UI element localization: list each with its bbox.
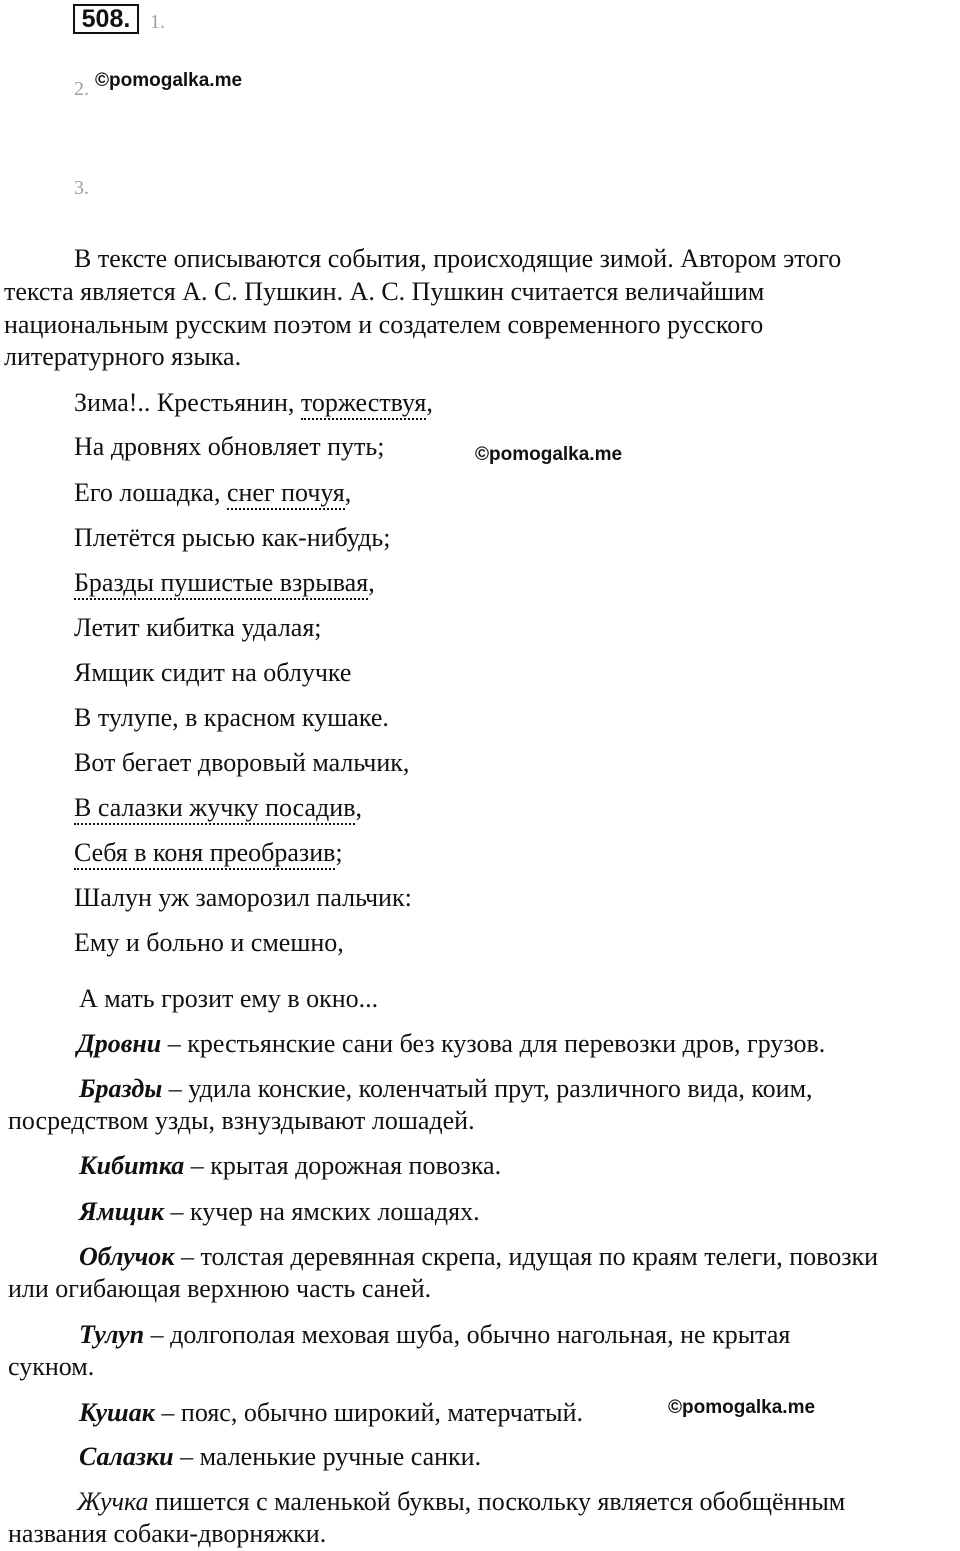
- glossary-entry-kushak: Кушак – пояс, обычно широкий, матерчатый.: [79, 1398, 583, 1427]
- underlined-phrase: Себя в коня преобразив: [74, 838, 335, 870]
- watermark: ©pomogalka.me: [668, 1397, 816, 1418]
- glossary-term: Облучок: [79, 1242, 175, 1271]
- glossary-term: Тулуп: [79, 1320, 145, 1349]
- glossary-entry-tulup-cont: сукном.: [8, 1352, 95, 1381]
- glossary-term: Ямщик: [79, 1197, 165, 1226]
- poem-line-10: В салазки жучку посадив,: [74, 792, 362, 824]
- note-line-2: названия собаки-дворняжки.: [8, 1519, 327, 1548]
- glossary-term: Кушак: [79, 1398, 155, 1427]
- intro-line-3: национальным русским поэтом и создателем современного русского: [4, 310, 764, 339]
- watermark: ©pomogalka.me: [95, 70, 243, 91]
- poem-line-1: Зима!.. Крестьянин, торжествуя,: [74, 387, 433, 419]
- note-word: Жучка: [77, 1487, 149, 1516]
- poem-line-2: На дровнях обновляет путь;: [74, 432, 385, 461]
- glossary-entry-yamshchik: Ямщик – кучер на ямских лошадях.: [79, 1197, 480, 1226]
- glossary-entry-brazdy-cont: посредством узды, взнуздывают лошадей.: [8, 1106, 475, 1135]
- glossary-entry-drovni: Дровни – крестьянские сани без кузова для перевозки дров, грузов.: [77, 1029, 826, 1058]
- exercise-number: 508.: [73, 4, 139, 34]
- poem-line-5: Бразды пушистые взрывая,: [74, 567, 375, 599]
- underlined-word: торжествуя: [301, 388, 426, 420]
- glossary-entry-brazdy: Бразды – удила конские, коленчатый прут, различного вида, коим,: [79, 1074, 813, 1103]
- item-number-1: 1.: [150, 11, 165, 33]
- poem-line-8: В тулупе, в красном кушаке.: [74, 703, 389, 732]
- poem-line-3: Его лошадка, снег почуя,: [74, 477, 351, 509]
- glossary-entry-kibitka: Кибитка – крытая дорожная повозка.: [79, 1151, 502, 1180]
- glossary-entry-tulup: Тулуп – долгополая меховая шуба, обычно нагольная, не крытая: [79, 1320, 791, 1349]
- glossary-entry-obluchok-cont: или огибающая верхнюю часть саней.: [8, 1274, 432, 1303]
- poem-line-14: А мать грозит ему в окно...: [79, 984, 379, 1013]
- item-number-3: 3.: [74, 177, 89, 199]
- intro-line-1: В тексте описываются события, происходящие зимой. Автором этого: [74, 244, 842, 273]
- item-number-2: 2.: [74, 78, 89, 100]
- note-line-1: Жучка пишется с маленькой буквы, поскольку является обобщённым: [77, 1487, 846, 1516]
- glossary-term: Бразды: [79, 1074, 163, 1103]
- underlined-phrase: В салазки жучку посадив: [74, 793, 355, 825]
- watermark: ©pomogalka.me: [475, 444, 623, 465]
- poem-line-7: Ямщик сидит на облучке: [74, 658, 352, 687]
- glossary-entry-obluchok: Облучок – толстая деревянная скрепа, идущая по краям телеги, повозки: [79, 1242, 879, 1271]
- underlined-phrase: Бразды пушистые взрывая: [74, 568, 368, 600]
- underlined-phrase: снег почуя: [227, 478, 345, 510]
- poem-line-9: Вот бегает дворовый мальчик,: [74, 748, 410, 777]
- poem-line-12: Шалун уж заморозил пальчик:: [74, 883, 412, 912]
- intro-line-2: текста является А. С. Пушкин. А. С. Пушкин считается величайшим: [4, 277, 765, 306]
- intro-line-4: литературного языка.: [4, 342, 242, 371]
- poem-line-11: Себя в коня преобразив;: [74, 837, 343, 869]
- glossary-term: Кибитка: [79, 1151, 185, 1180]
- poem-line-4: Плетётся рысью как-нибудь;: [74, 523, 391, 552]
- poem-line-13: Ему и больно и смешно,: [74, 928, 344, 957]
- glossary-term: Салазки: [79, 1442, 174, 1471]
- glossary-term: Дровни: [77, 1029, 162, 1058]
- glossary-entry-salazki: Салазки – маленькие ручные санки.: [79, 1442, 482, 1471]
- poem-line-6: Летит кибитка удалая;: [74, 613, 322, 642]
